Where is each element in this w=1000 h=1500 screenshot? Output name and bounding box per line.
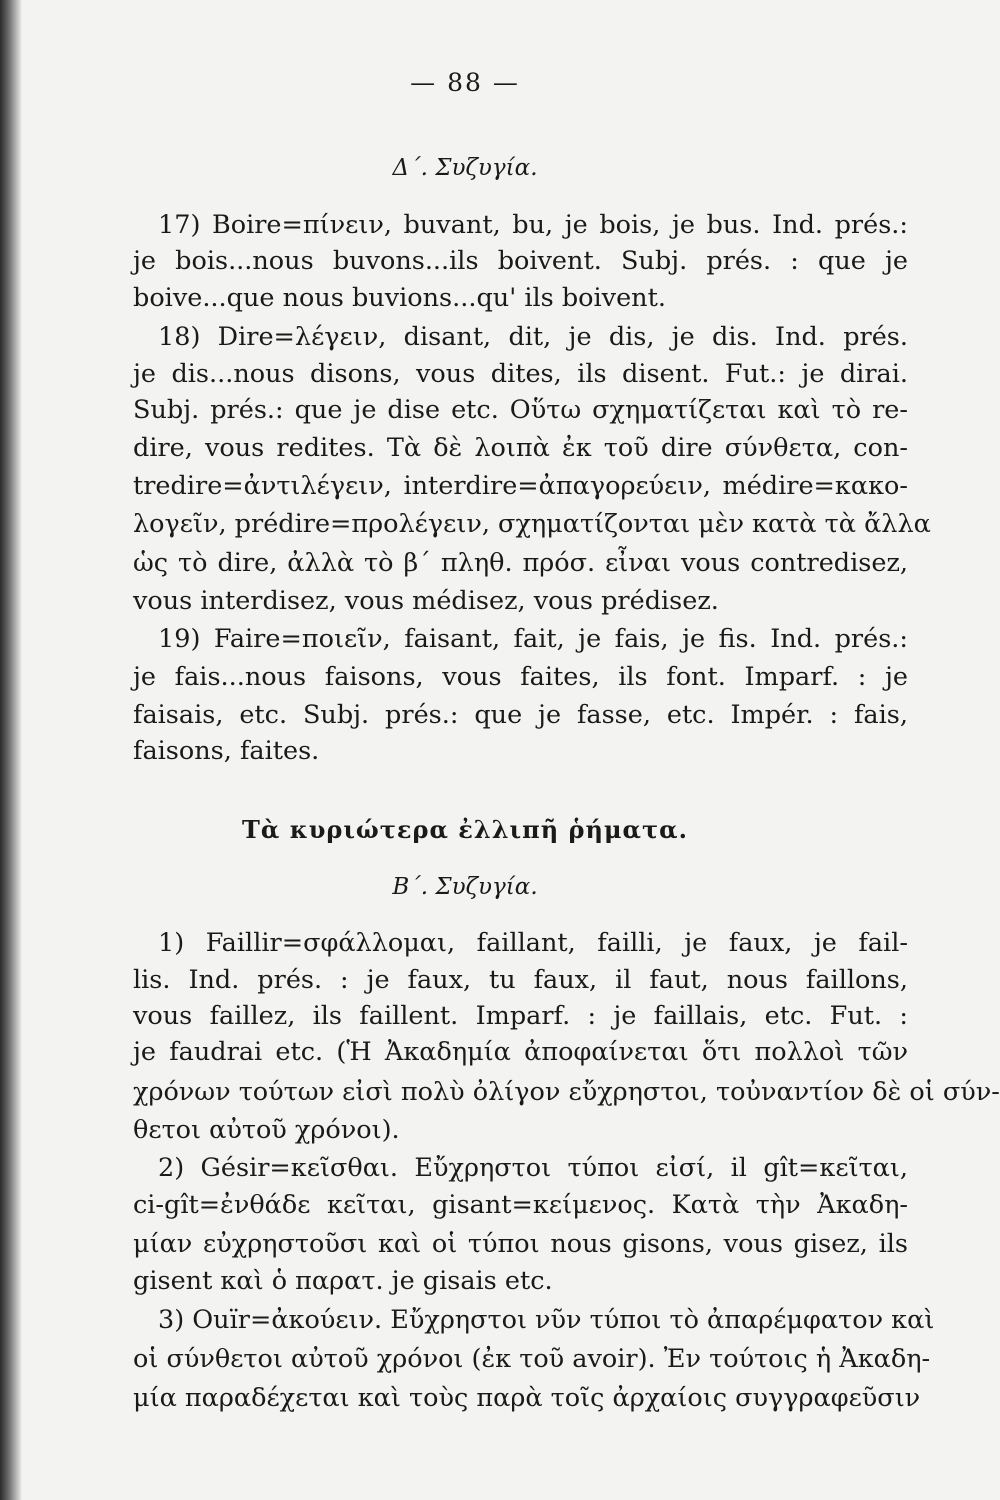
text-line: je fais...nous faisons, vous faites, ils font. Imparf. : je [133,662,908,692]
text-line: tredire=ἀντιλέγειν, interdire=ἀπαγορεύειν, médire=κακο- [133,471,908,501]
text-line: ὡς τὸ dire, ἀλλὰ τὸ β΄ πληθ. πρόσ. εἶναι vous contredisez, [133,548,908,578]
text-line: 17) Boire=πίνειν, buvant, bu, je bois, je bus. Ind. prés.: [158,210,908,240]
text-line: 2) Gésir=κεῖσθαι. Εὔχρηστοι τύποι εἰσί, il gît=κεῖται, [158,1153,908,1183]
text-line: Subj. prés.: que je dise etc. Οὕτω σχηματίζεται καὶ τὸ re- [133,395,908,425]
text-line: je dis...nous disons, vous dites, ils disent. Fut.: je dirai. [133,359,908,389]
text-line: je faudrai etc. (Ἡ Ἀκαδημία ἀποφαίνεται ὅτι πολλοὶ τῶν [133,1037,908,1067]
text-line: μίαν εὐχρηστοῦσι καὶ οἱ τύποι nous gisons, vous gisez, ils [133,1229,908,1259]
text-line: 1) Faillir=σφάλλομαι, faillant, failli, je faux, je fail- [158,928,908,958]
conjugation-heading-d: Δ΄. Συζυγία. [392,155,538,181]
text-line: 19) Faire=ποιεῖν, faisant, fait, je fais, je fis. Ind. prés.: [158,624,908,654]
text-line: vous faillez, ils faillent. Imparf. : je faillais, etc. Fut. : [133,1001,908,1031]
text-line: dire, vous redites. Τὰ δὲ λοιπὰ ἐκ τοῦ dire σύνθετα, con- [133,433,908,463]
text-line: je bois...nous buvons...ils boivent. Subj. prés. : que je [133,246,908,276]
text-line: vous interdisez, vous médisez, vous prédisez. [133,586,719,616]
text-line: lis. Ind. prés. : je faux, tu faux, il faut, nous faillons, [133,965,908,995]
conjugation-heading-b: Β΄. Συζυγία. [392,874,538,900]
text-line: θετοι αὐτοῦ χρόνοι). [133,1115,400,1145]
text-line: 18) Dire=λέγειν, disant, dit, je dis, je dis. Ind. prés. [158,322,908,352]
text-line: 3) Ouïr=ἀκούειν. Εὔχρηστοι νῦν τύποι τὸ ἀπαρέμφατον καὶ [158,1305,935,1335]
text-line: boive...que nous buvions...qu' ils boivent. [133,283,666,313]
section-title: Τὰ κυριώτερα ἐλλιπῆ ῥήματα. [242,815,688,844]
text-line: faisais, etc. Subj. prés.: que je fasse, etc. Impér. : fais, [133,700,908,730]
text-line: χρόνων τούτων εἰσὶ πολὺ ὀλίγον εὔχρηστοι, τοὐναντίον δὲ οἱ σύν- [133,1077,1000,1107]
page-number: — 88 — [410,68,520,97]
text-line: λογεῖν, prédire=προλέγειν, σχηματίζονται μὲν κατὰ τὰ ἄλλα [133,509,931,539]
text-line: μία παραδέχεται καὶ τοὺς παρὰ τοῖς ἀρχαίοις συγγραφεῦσιν [133,1383,921,1413]
text-line: gisent καὶ ὁ παρατ. je gisais etc. [133,1266,553,1296]
text-line: οἱ σύνθετοι αὐτοῦ χρόνοι (ἐκ τοῦ avoir). Ἐν τούτοις ἡ Ἀκαδη- [133,1344,931,1374]
text-line: faisons, faites. [133,736,320,766]
text-line: ci-gît=ἐνθάδε κεῖται, gisant=κείμενος. Κατὰ τὴν Ἀκαδη- [133,1190,908,1220]
